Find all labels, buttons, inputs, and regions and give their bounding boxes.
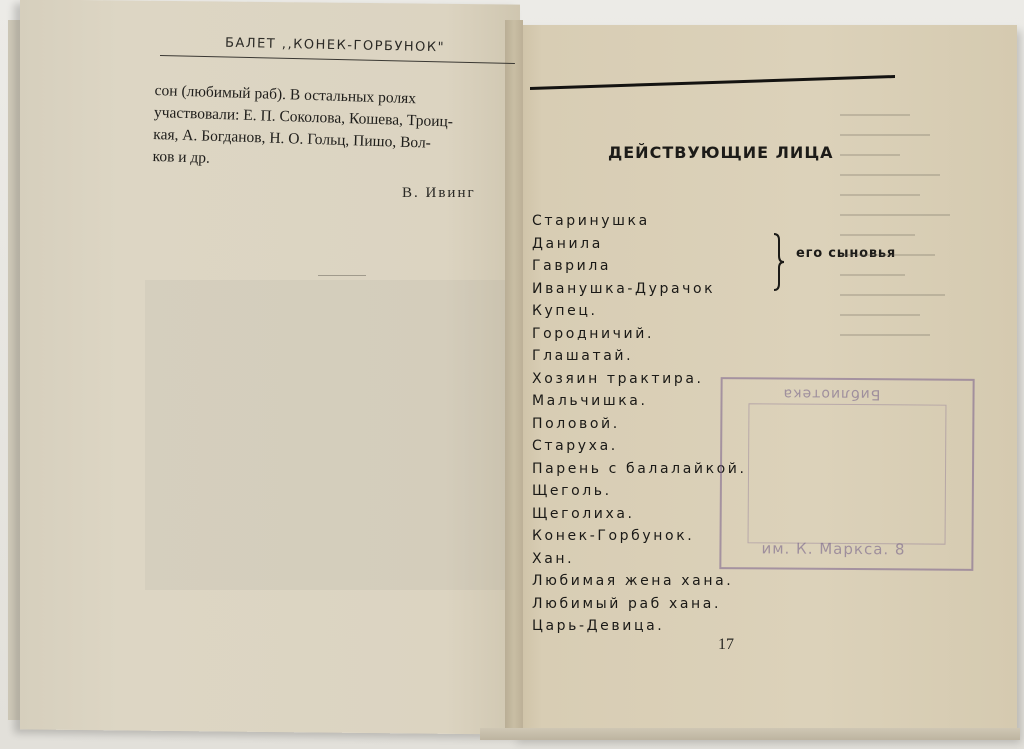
cast-item: Мальчишка. (532, 393, 648, 409)
cast-item: Царь-Девица. (532, 618, 665, 634)
page-number: 17 (718, 636, 734, 653)
running-head: БАЛЕТ ,,КОНЕК-ГОРБУНОК" (224, 35, 446, 56)
stamp-bottom-text: им. К. Маркса. 8 (761, 539, 906, 559)
text-line: сон (любимый раб). В остальных ролях (154, 81, 417, 108)
text-line: участвовали: Е. П. Соколова, Кошева, Троиц- (153, 103, 454, 131)
page-title: ДЕЙСТВУЮЩИЕ ЛИЦА (608, 143, 834, 162)
cast-item: Конек-Горбунок. (532, 528, 695, 544)
cast-item: Старуха. (532, 438, 618, 454)
cast-item: Гаврила (532, 258, 612, 274)
book-bottom-edge (480, 728, 1020, 740)
cast-item: Данила (532, 235, 603, 252)
cast-item: Парень с балалайкой. (532, 460, 747, 477)
brace-label: его сыновья (796, 246, 897, 261)
cast-item: Щеголь. (532, 483, 612, 499)
text-line: кая, А. Богданов, Н. О. Гольц, Пишо, Вол- (153, 125, 432, 152)
bleed-through-text (820, 105, 970, 365)
cast-item: Купец. (532, 303, 598, 319)
author-signature: В. Ивинг (402, 185, 476, 201)
cast-item: Хозяин трактира. (532, 370, 704, 387)
decorative-bar (530, 70, 895, 92)
cast-item: Половой. (532, 415, 620, 432)
library-stamp (719, 377, 974, 571)
cast-item: Иванушка-Дурачок (532, 280, 716, 297)
cast-item: Хан. (532, 550, 575, 567)
cast-item: Любимый раб хана. (532, 595, 722, 612)
cast-item: Щеголиха. (532, 505, 635, 522)
brace-icon (770, 232, 788, 292)
cast-item: Городничий. (532, 325, 655, 342)
stamp-inner-frame (748, 403, 947, 544)
cast-item: Любимая жена хана. (532, 573, 734, 589)
cast-list (532, 213, 747, 641)
bleed-through-shadow (145, 280, 505, 590)
text-line: ков и др. (152, 147, 211, 167)
cast-item: Глашатай. (532, 348, 634, 364)
faint-rule (318, 275, 366, 276)
stamp-top-text: Библиотека (782, 385, 881, 403)
left-page-text (152, 80, 515, 179)
cast-item: Старинушка (532, 213, 650, 229)
